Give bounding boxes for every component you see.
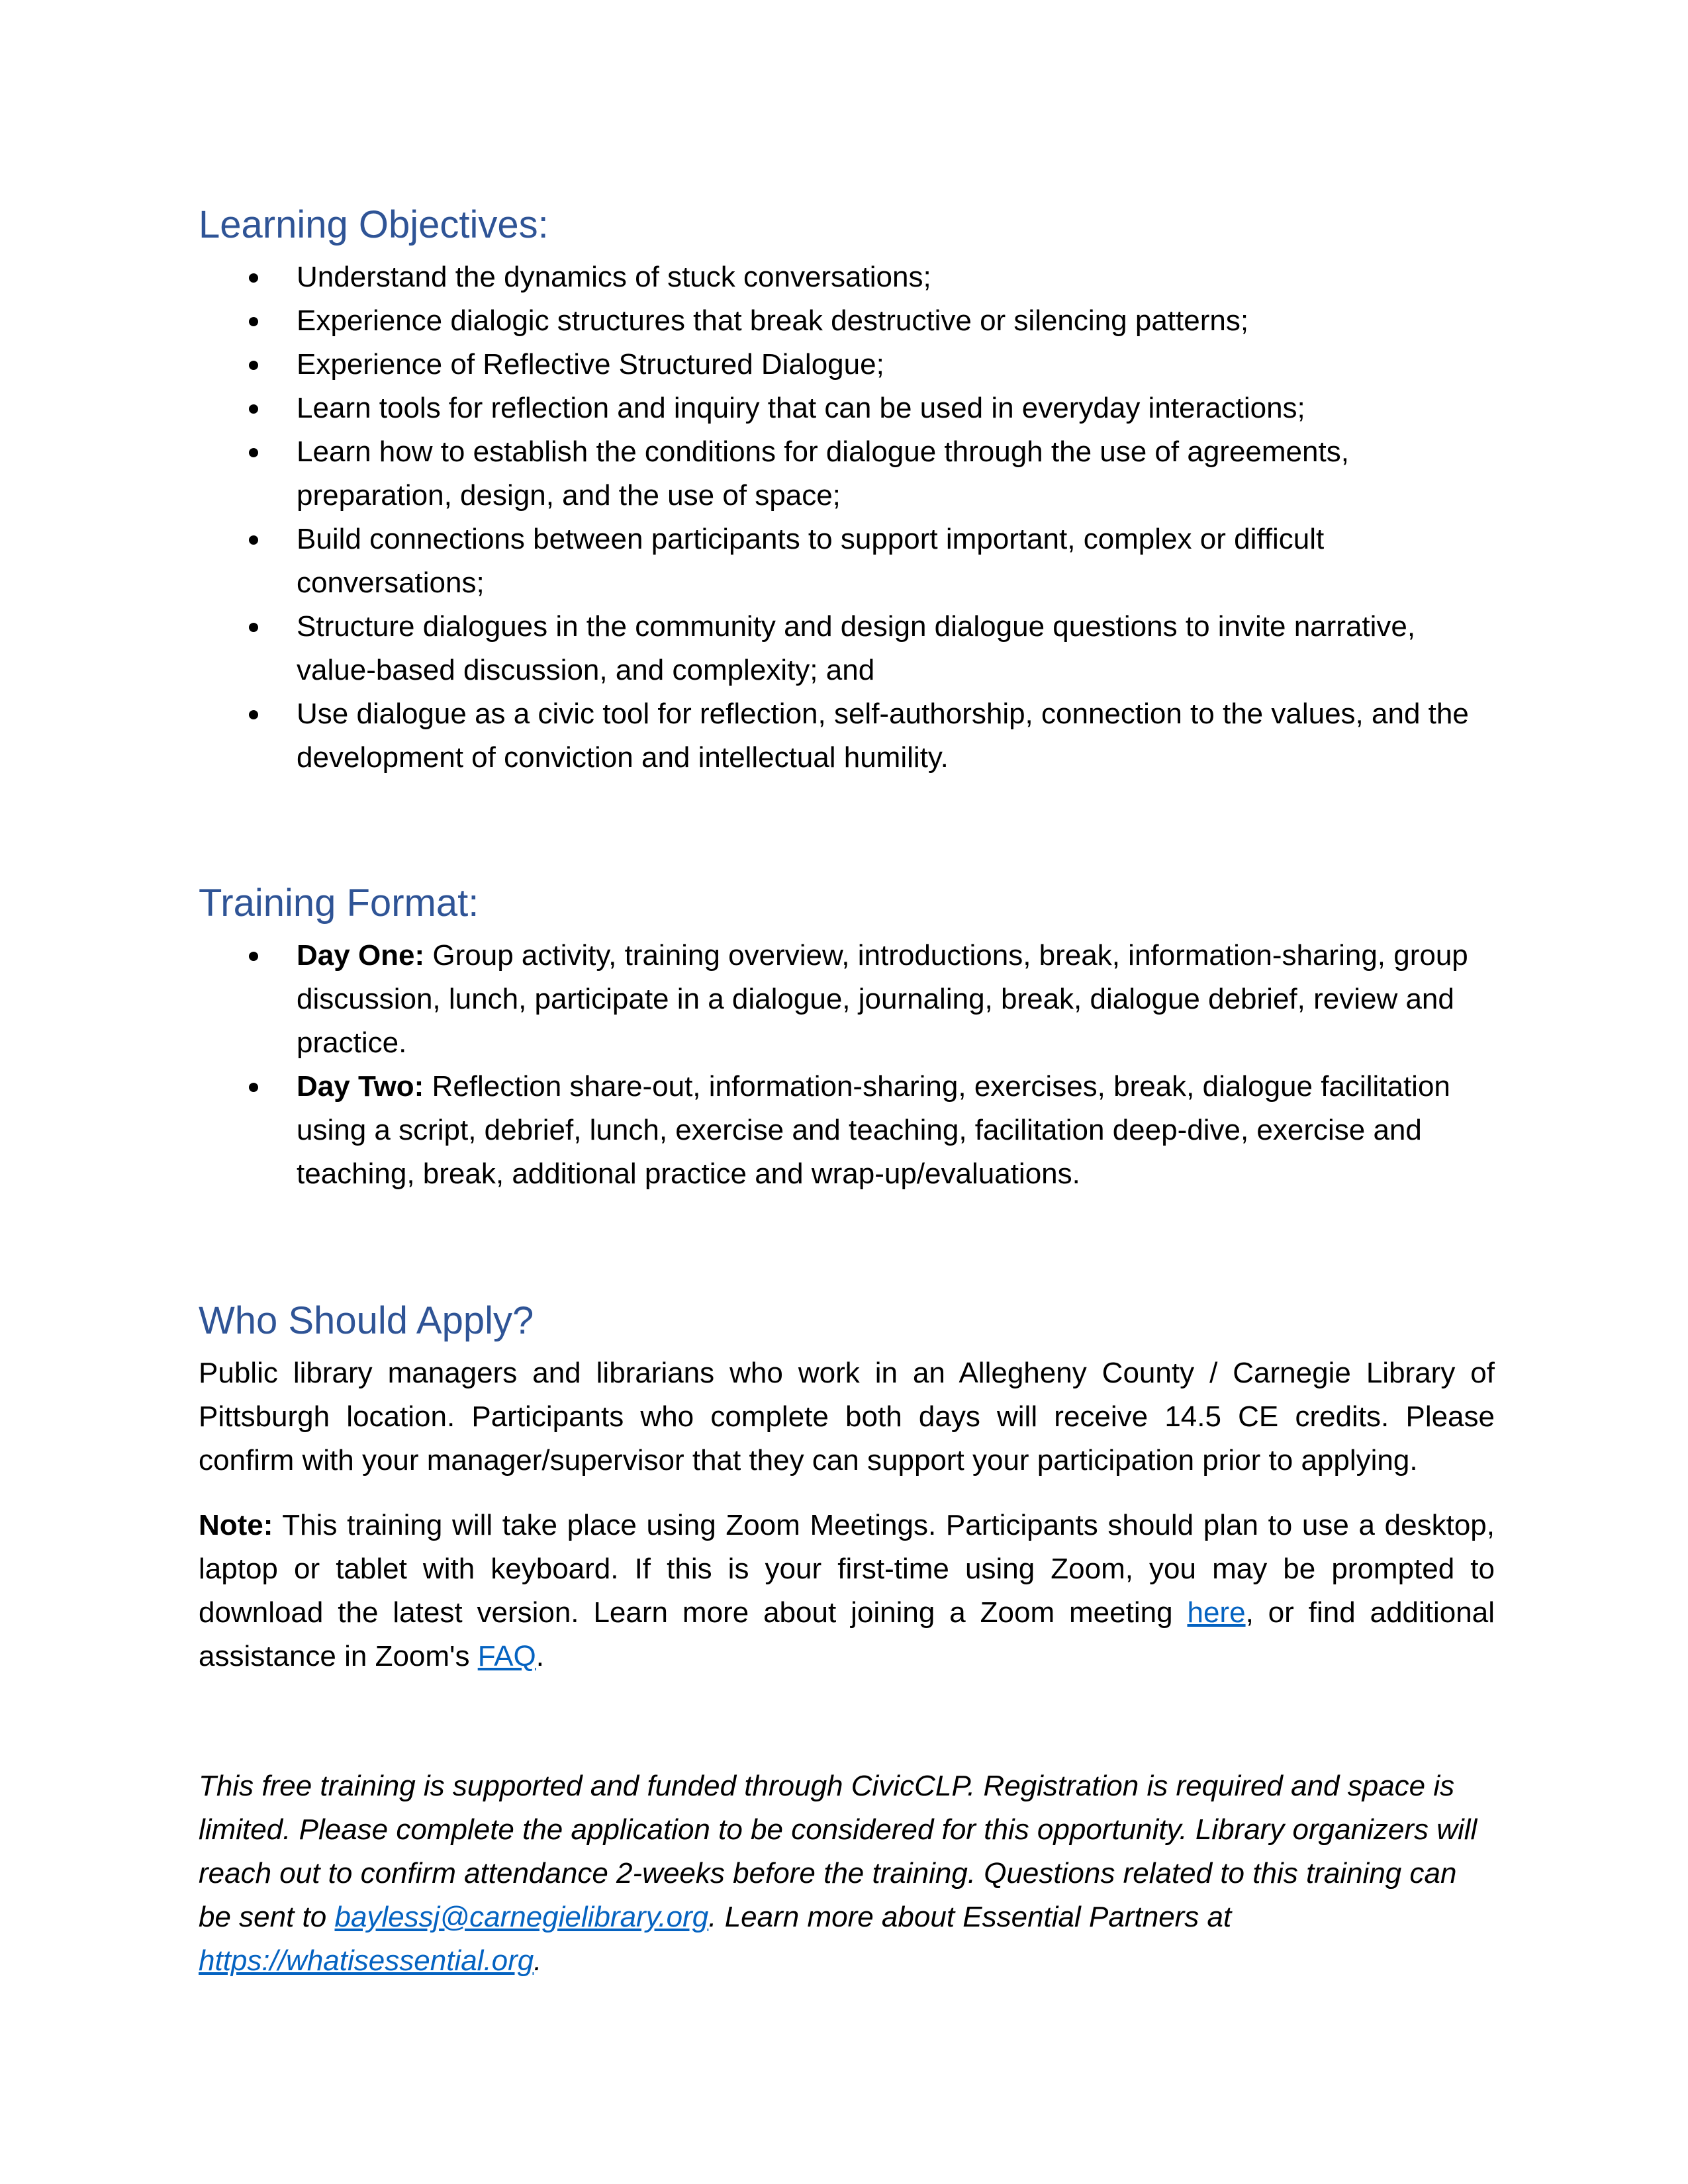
- zoom-note-paragraph: Note: This training will take place using Zoom Meetings. Participants should plan to use a desktop, laptop or tablet with keyboard. If this is your first-time using Zoom, you may be prompted to download the latest version. Learn more about joining a Zoom meeting here, or find additional assistance in Zoom's FAQ.: [199, 1509, 1495, 1672]
- bullet-icon: [249, 317, 258, 326]
- list-item: Experience dialogic structures that break destructive or silencing patterns;: [199, 299, 1496, 343]
- bullet-icon: [249, 535, 258, 545]
- learning-objectives-list: [199, 255, 1496, 780]
- here-link[interactable]: here: [1187, 1596, 1246, 1629]
- funding-note-paragraph: This free training is supported and funded through CivicCLP. Registration is required and space is limited. Please complete the application to be considered for this opportunity. Library organizers will reach out to confirm attendance 2-weeks before the training. Questions related to this training can be sent to baylessj@carnegielibrary.org. Learn more about Essential Partners at https://whatisessential.org.: [199, 1770, 1477, 1977]
- list-item: Understand the dynamics of stuck conversations;: [199, 255, 1496, 299]
- bullet-icon: [249, 623, 258, 632]
- bullet-icon: [249, 448, 258, 457]
- faq-link[interactable]: FAQ: [477, 1640, 536, 1672]
- list-item: Learn tools for reflection and inquiry that can be used in everyday interactions;: [199, 387, 1496, 430]
- list-item: Build connections between participants to support important, complex or difficult conversations;: [199, 518, 1496, 605]
- bullet-icon: [249, 361, 258, 370]
- day-label: Day Two:: [297, 1070, 424, 1103]
- day-label: Day One:: [297, 939, 425, 972]
- list-item: Learn how to establish the conditions for dialogue through the use of agreements, preparation, design, and the use of space;: [199, 430, 1496, 518]
- list-item: Day One: Group activity, training overview, introductions, break, information-sharing, group discussion, lunch, participate in a dialogue, journaling, break, dialogue debrief, review and practice.: [199, 934, 1496, 1065]
- website-link[interactable]: https://whatisessential.org: [199, 1944, 534, 1977]
- training-format-heading: Training Format:: [199, 882, 479, 925]
- bullet-icon: [249, 710, 258, 719]
- training-format-list: [199, 934, 1496, 1196]
- list-item: Experience of Reflective Structured Dialogue;: [199, 343, 1496, 387]
- email-link[interactable]: baylessj@carnegielibrary.org: [334, 1901, 709, 1933]
- eligibility-paragraph: Public library managers and librarians who work in an Allegheny County / Carnegie Library of Pittsburgh location. Participants who complete both days will receive 14.5 CE credits. Please confirm with your manager/supervisor that they can support your participation prior to applying.: [199, 1357, 1495, 1477]
- list-item: Day Two: Reflection share-out, information-sharing, exercises, break, dialogue facilitation using a script, debrief, lunch, exercise and teaching, facilitation deep-dive, exercise and teaching, break, additional practice and wrap-up/evaluations.: [199, 1065, 1496, 1196]
- who-should-apply-heading: Who Should Apply?: [199, 1299, 534, 1342]
- bullet-icon: [249, 273, 258, 283]
- list-item: Use dialogue as a civic tool for reflection, self-authorship, connection to the values, and the development of conviction and intellectual humility.: [199, 692, 1496, 780]
- learning-objectives-heading: Learning Objectives:: [199, 203, 549, 246]
- bullet-icon: [249, 404, 258, 414]
- list-item: Structure dialogues in the community and design dialogue questions to invite narrative, value-based discussion, and complexity; and: [199, 605, 1496, 692]
- bullet-icon: [249, 1083, 258, 1092]
- note-label: Note:: [199, 1509, 273, 1541]
- bullet-icon: [249, 952, 258, 961]
